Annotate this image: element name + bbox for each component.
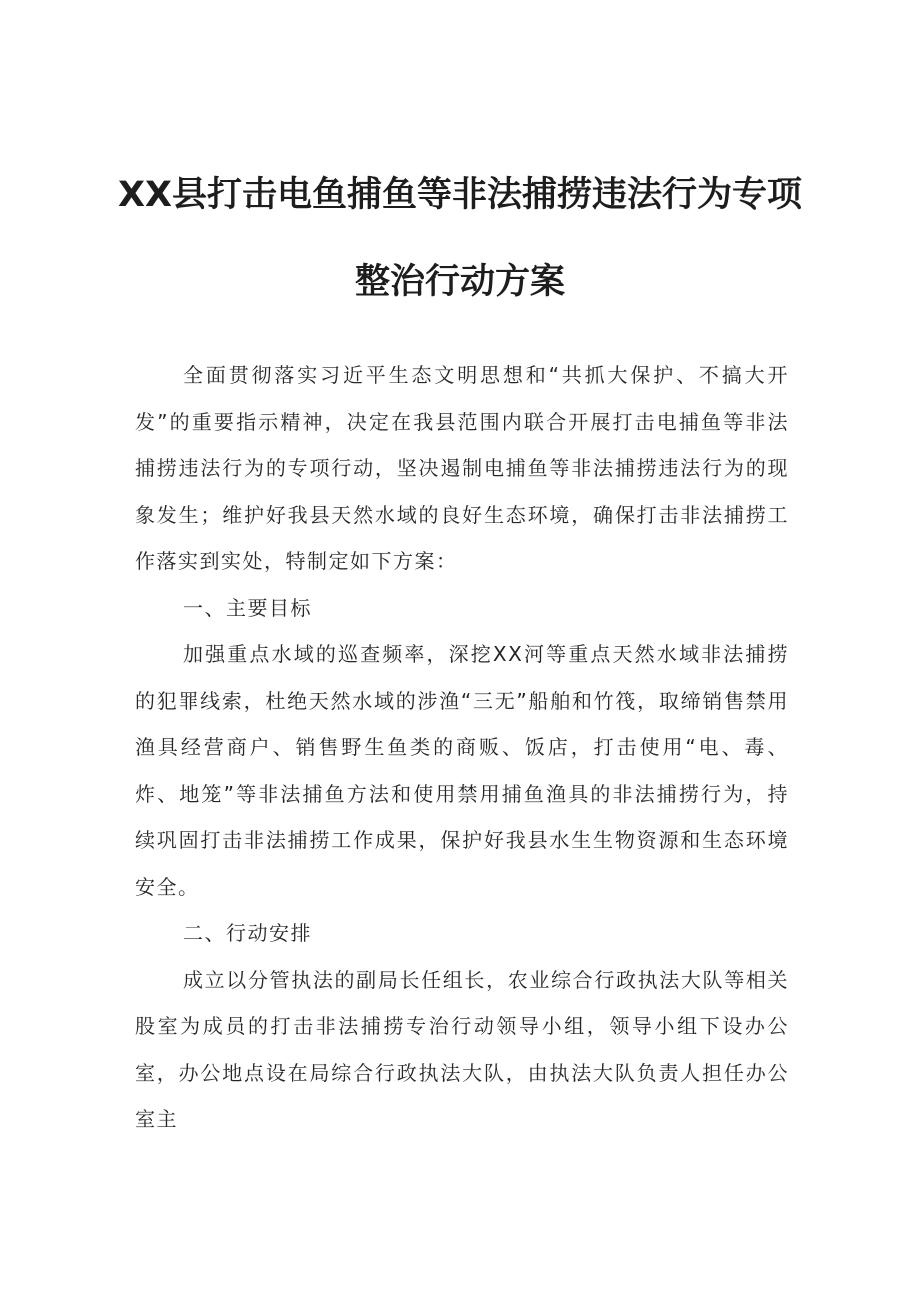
section-heading-main-goals: 一、主要目标 <box>183 595 312 620</box>
paragraph-main-goals: 加强重点水域的巡查频率，深挖XX河等重点天然水域非法捕捞的犯罪线索，杜绝天然水域的涉渔“三无”船舶和竹筏，取缔销售禁用渔具经营商户、销售野生鱼类的商贩、饭店，打击使用“电、毒、炸、地笼”等非法捕鱼方法和使用禁用捕鱼渔具的非法捕捞行为，持续巩固打击非法捕捞工作成果，保护好我县水生生物资源和生态环境安全。 <box>135 642 789 899</box>
paragraph-intro: 全面贯彻落实习近平生态文明思想和“共抓大保护、不搞大开发”的重要指示精神，决定在我县范围内联合开展打击电捕鱼等非法捕捞违法行为的专项行动，坚决遏制电捕鱼等非法捕捞违法行为的现象发生；维护好我县天然水域的良好生态环境，确保打击非法捕捞工作落实到实处，特制定如下方案： <box>135 363 789 573</box>
section-heading-action-plan: 二、行动安排 <box>183 921 312 945</box>
document-title-line-1: XX县打击电鱼捕鱼等非法捕捞违法行为专项 <box>118 175 802 215</box>
document-title-line-2: 整治行动方案 <box>354 262 565 302</box>
document-body <box>135 352 789 1143</box>
paragraph-action-plan: 成立以分管执法的副局长任组长，农业综合行政执法大队等相关股室为成员的打击非法捕捞专治行动领导小组，领导小组下设办公室，办公地点设在局综合行政执法大队，由执法大队负责人担任办公室主 <box>135 967 789 1131</box>
